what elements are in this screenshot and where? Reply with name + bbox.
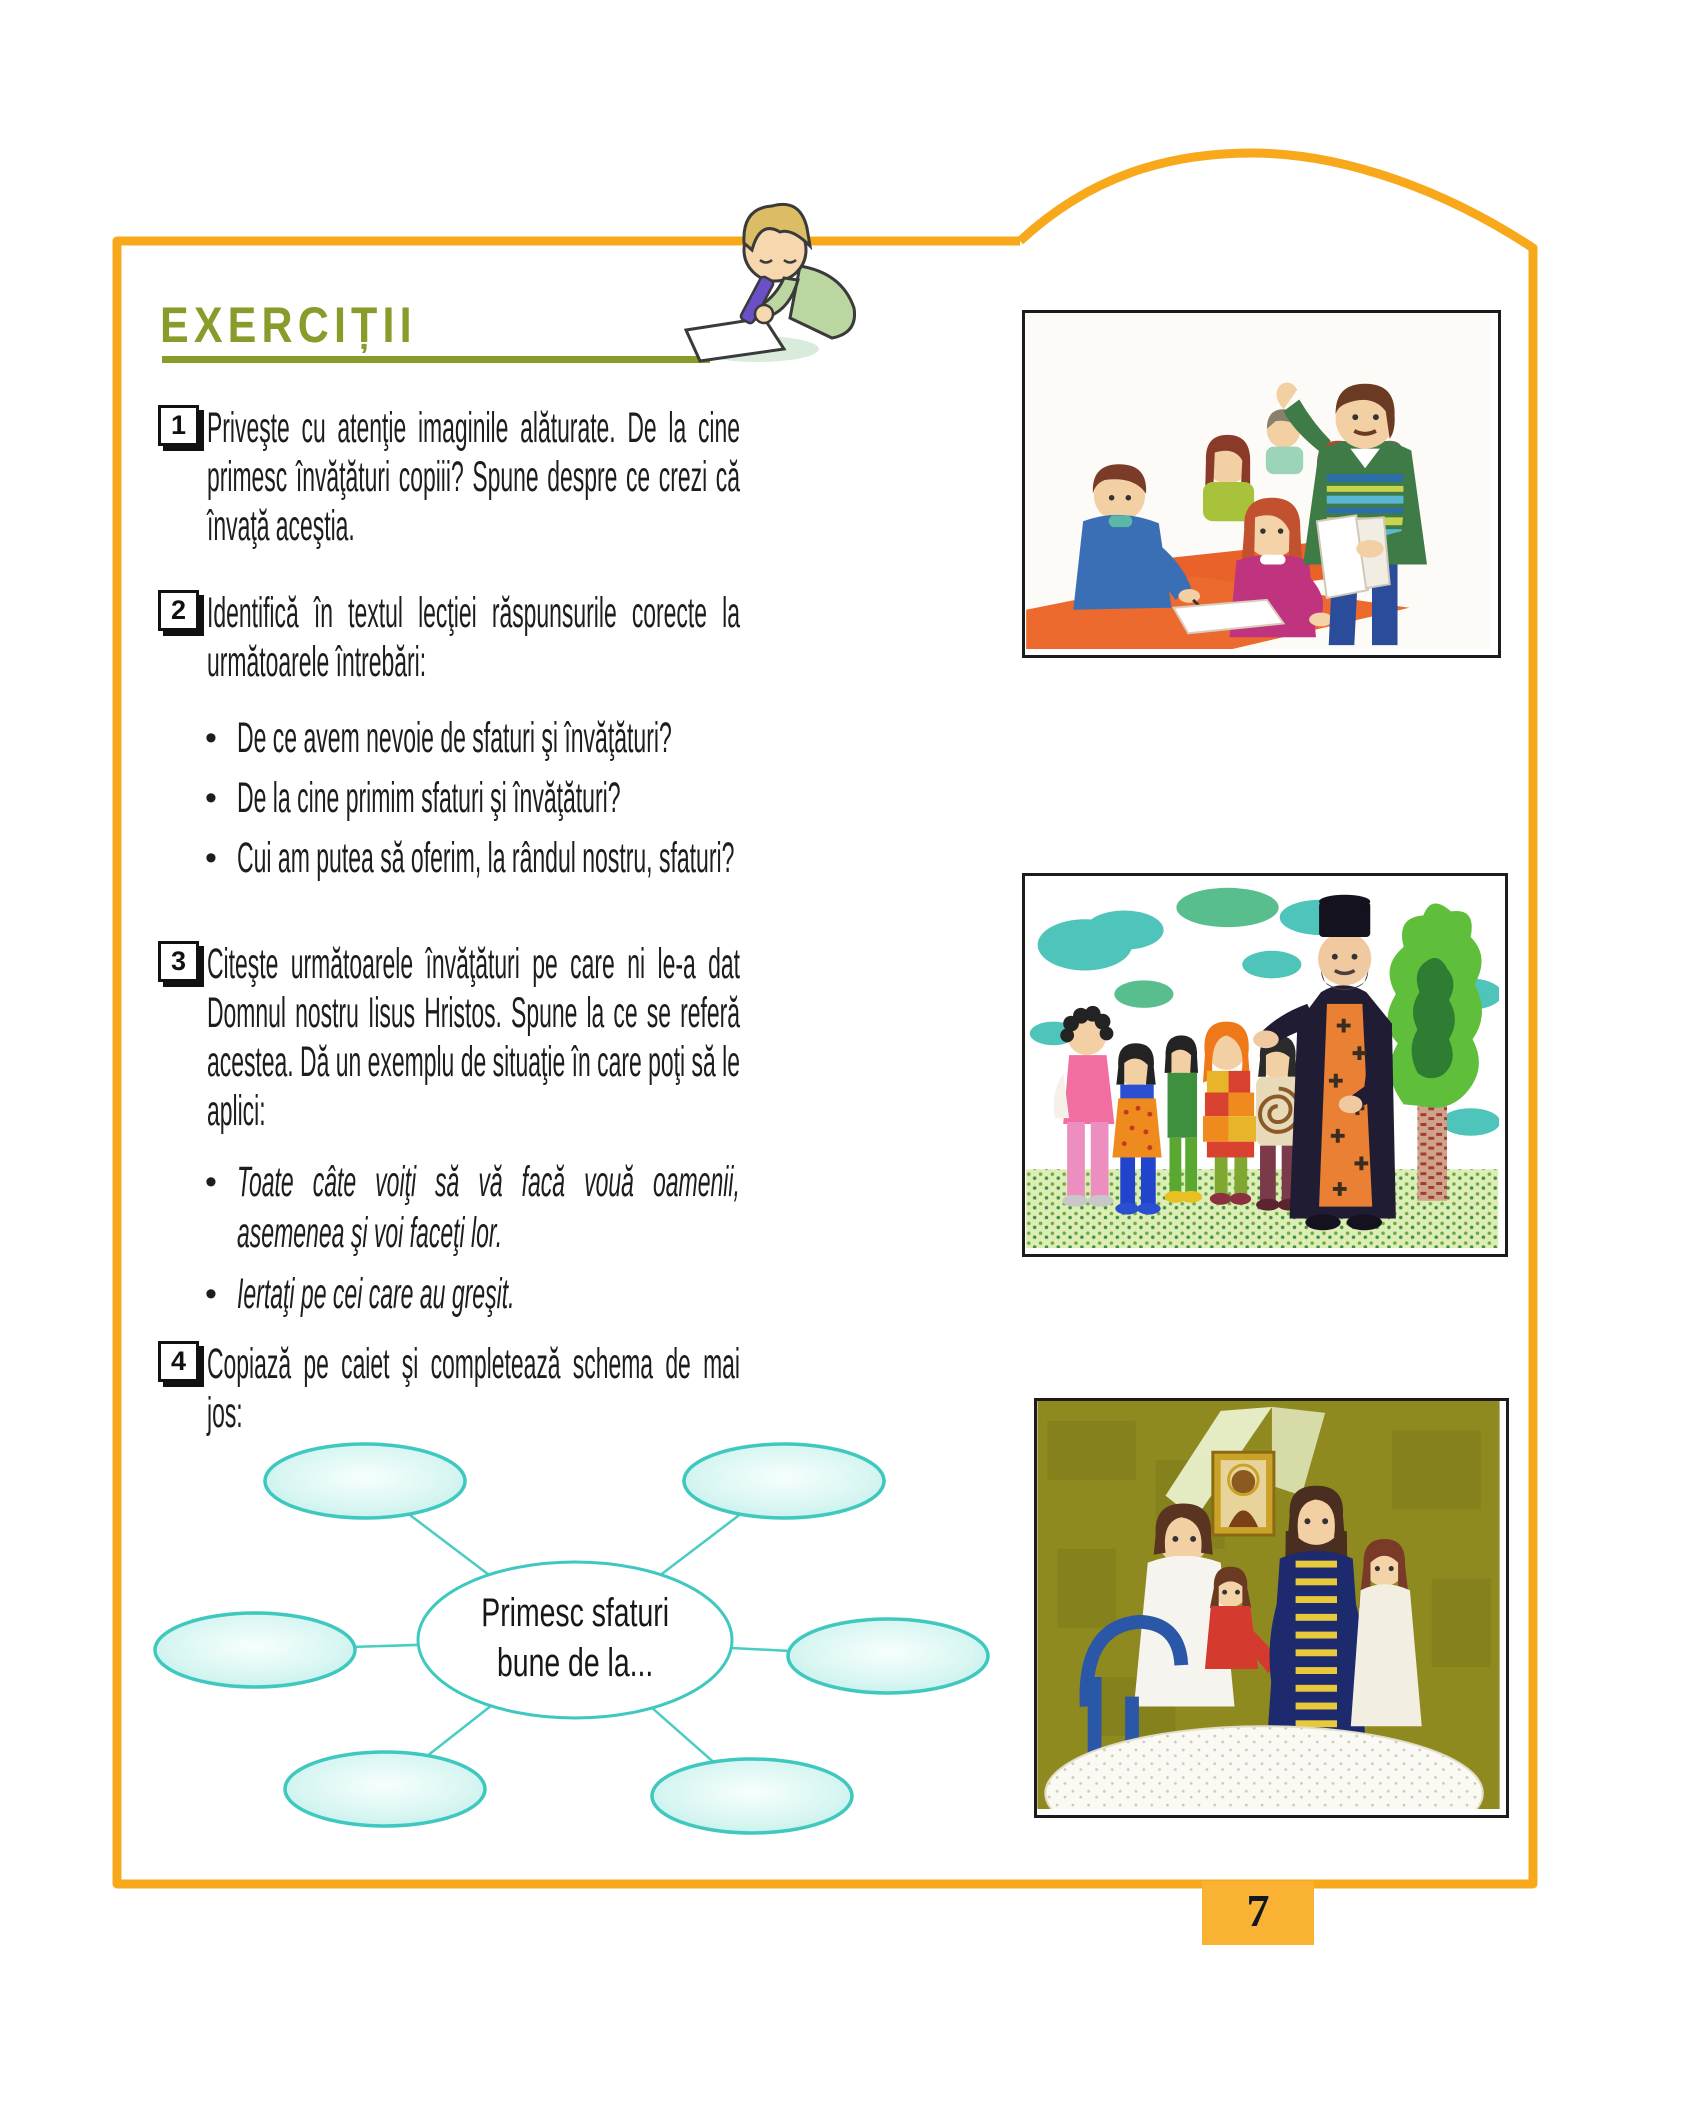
bullet-icon: • — [205, 1163, 217, 1201]
exercise-number-badge: 3 — [158, 941, 199, 982]
list-item: • De la cine primim sfaturi şi învăţături? — [205, 774, 621, 822]
exercise-number-badge: 2 — [158, 590, 199, 631]
priest-illustration — [1022, 873, 1508, 1257]
bullet-icon: • — [205, 1275, 217, 1313]
exercise-2-bullet-list — [205, 713, 1205, 893]
bullet-icon: • — [205, 719, 217, 757]
list-item: • Cui am putea să oferim, la rândul nostru, sfaturi? — [205, 834, 735, 882]
list-item: • Iertaţi pe cei care au greşit. — [205, 1270, 515, 1318]
exercise-4-text: Copiază pe caiet şi completează schema de mai jos: — [207, 1340, 740, 1437]
family-illustration — [1034, 1398, 1509, 1818]
list-item: • Toate câte voiţi să vă facă vouă oamenii, asemenea şi voi faceţi lor. — [205, 1158, 740, 1257]
exercise-3-text: Citeşte următoarele învăţături pe care ni le-a dat Domnul nostru Iisus Hristos. Spune la ce se referă acestea. Dă un exemplu de situaţie în care poţi să le aplici: — [207, 940, 740, 1135]
exercise-number-badge: 1 — [158, 405, 199, 446]
exercise-number-badge: 4 — [158, 1341, 199, 1382]
list-item: • De ce avem nevoie de sfaturi şi învăţături? — [205, 714, 672, 762]
exercise-2-text: Identifică în textul lecţiei răspunsurile corecte la următoarele întrebări: — [207, 589, 740, 686]
title-underline — [162, 356, 710, 363]
page-title: EXERCIȚII — [160, 297, 417, 353]
classroom-illustration — [1022, 310, 1501, 658]
exercise-1-text: Priveşte cu atenţie imaginile alăturate. De la cine primesc învăţături copiii? Spune despre ce crezi că învaţă aceştia. — [207, 404, 740, 550]
page-number: 7 — [1246, 1885, 1270, 1936]
bullet-icon: • — [205, 839, 217, 877]
bullet-icon: • — [205, 779, 217, 817]
page-number-box — [1202, 1881, 1314, 1945]
diagram-center-label: Primesc sfaturi bune de la... — [481, 1591, 670, 1685]
boy-writing-illustration — [672, 168, 872, 368]
